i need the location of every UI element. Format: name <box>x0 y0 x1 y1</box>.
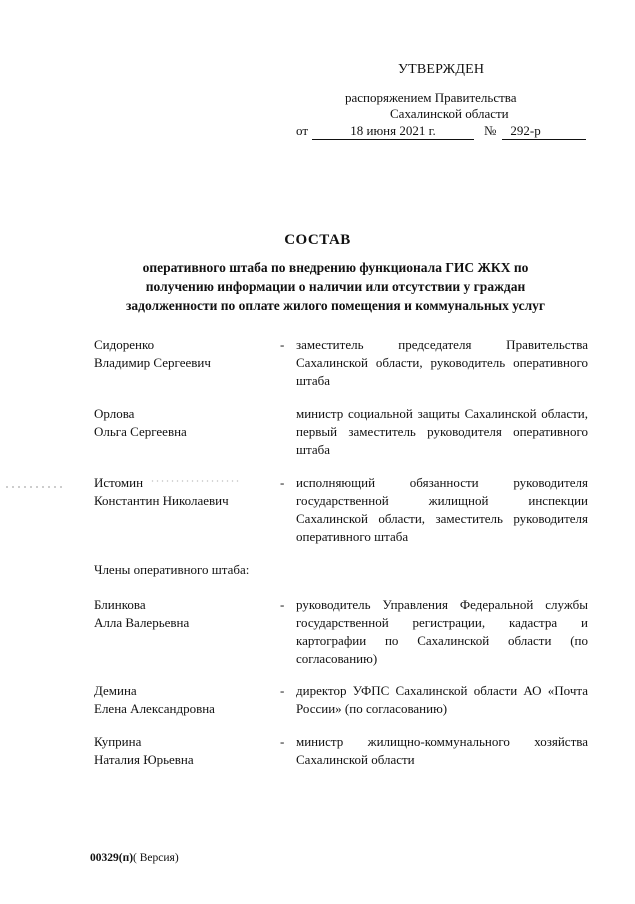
member-role: заместитель председателя Правительства Сахалинской области, руководитель оперативного штаба <box>296 337 588 388</box>
from-label: от <box>296 123 309 138</box>
member-role: министр социальной защиты Сахалинской области, первый заместитель руководителя оперативного штаба <box>296 406 588 457</box>
member-name <box>94 405 274 441</box>
approval-line-region: Сахалинской области <box>390 106 509 121</box>
approval-line-decree: распоряжением Правительства <box>345 90 517 105</box>
member-given-name: Наталия Юрьевна <box>94 752 194 767</box>
member-dash: - <box>280 597 285 612</box>
members-section-label: Члены оперативного штаба: <box>94 562 250 577</box>
scan-artifact <box>150 480 240 482</box>
document-version: ( Версия) <box>133 852 179 864</box>
document-code: 00329(п) <box>90 852 134 864</box>
member-surname: Сидоренко <box>94 337 155 352</box>
approval-date-number-line <box>296 123 586 140</box>
approval-heading: УТВЕРЖДЕН <box>398 62 485 77</box>
member-surname: Истомин <box>94 475 144 490</box>
member-name <box>94 596 274 632</box>
scan-artifact <box>4 486 62 488</box>
member-given-name: Константин Николаевич <box>94 493 229 508</box>
document-footer-code <box>90 852 179 864</box>
member-role: исполняющий обязанности руководителя государственной жилищной инспекции Сахалинской области, заместитель руководителя оперативного штаба <box>296 475 588 544</box>
member-surname: Куприна <box>94 734 142 749</box>
member-surname: Демина <box>94 683 137 698</box>
decree-number: 292-р <box>502 123 586 140</box>
decree-date: 18 июня 2021 г. <box>312 123 474 140</box>
member-dash: - <box>280 475 285 490</box>
document-subtitle: оперативного штаба по внедрению функционала ГИС ЖКХ по получению информации о наличии или отсутствии у граждан задолженности по оплате жилого помещения и коммунальных услуг <box>125 260 546 313</box>
member-dash: - <box>280 683 285 698</box>
member-role: руководитель Управления Федеральной службы государственной регистрации, кадастра и картографии по Сахалинской области (по согласованию) <box>296 597 588 666</box>
member-given-name: Елена Александровна <box>94 701 215 716</box>
member-surname: Орлова <box>94 406 135 421</box>
member-given-name: Владимир Сергеевич <box>94 355 211 370</box>
member-name <box>94 682 274 718</box>
member-role: директор УФПС Сахалинской области АО «Почта России» (по согласованию) <box>296 683 588 716</box>
member-dash: - <box>280 337 285 352</box>
member-name <box>94 733 274 769</box>
member-role: министр жилищно-коммунального хозяйства Сахалинской области <box>296 734 588 767</box>
member-given-name: Алла Валерьевна <box>94 615 190 630</box>
member-dash: - <box>280 734 285 749</box>
member-name <box>94 336 274 372</box>
document-title: СОСТАВ <box>284 232 351 248</box>
member-given-name: Ольга Сергеевна <box>94 424 187 439</box>
number-sign: № <box>484 123 497 138</box>
member-surname: Блинкова <box>94 597 146 612</box>
